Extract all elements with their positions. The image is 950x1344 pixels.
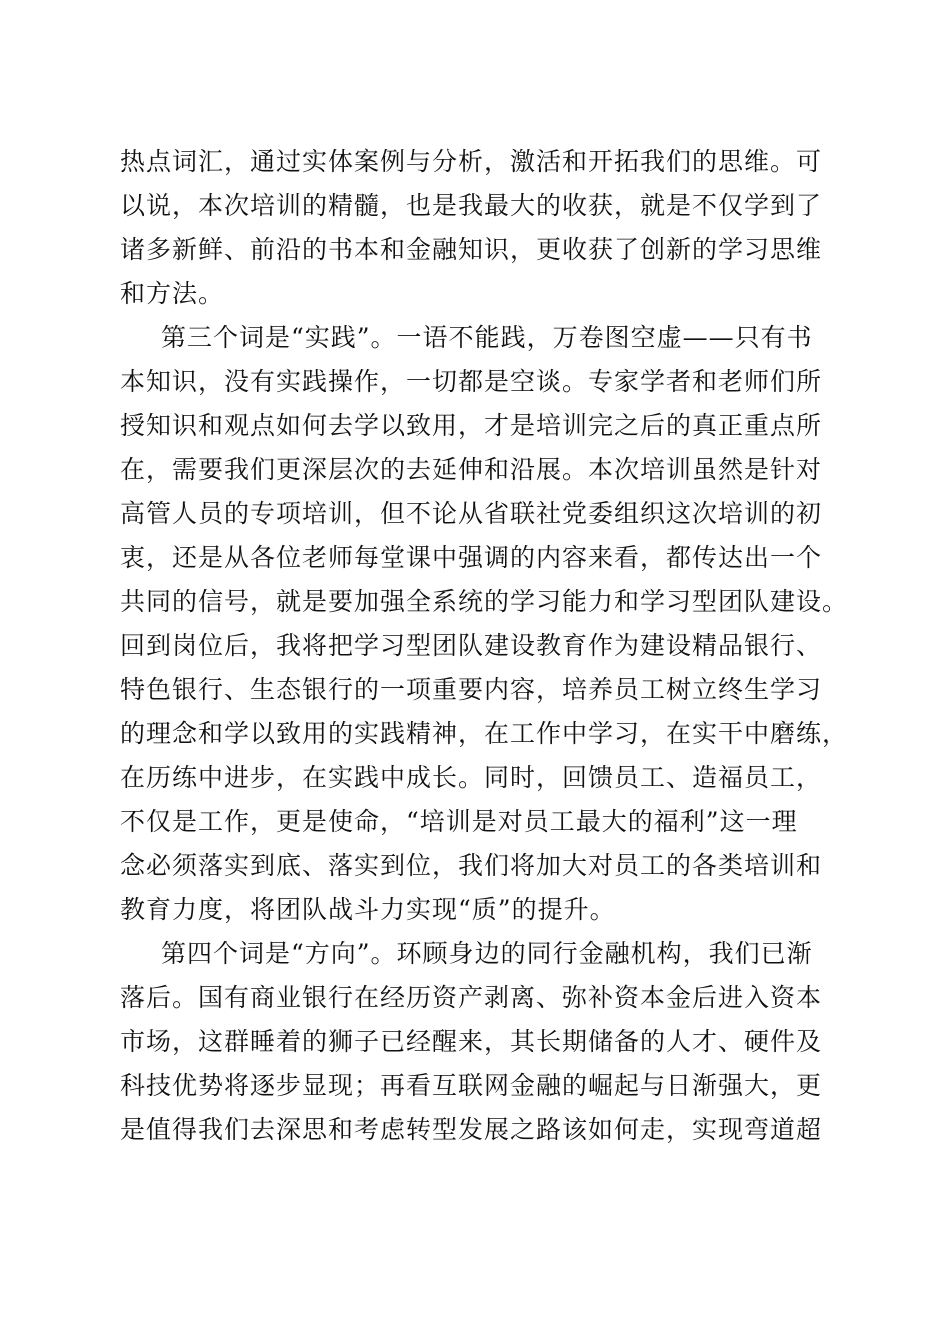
text-line: 回到岗位后，我将把学习型团队建设教育作为建设精品银行、 [120,631,823,660]
text-line: 衷，还是从各位老师每堂课中强调的内容来看，都传达出一个 [120,543,823,572]
text-line: 以说，本次培训的精髓，也是我最大的收获，就是不仅学到了 [120,191,823,220]
paragraph-start-line: 第三个词是“实践”。一语不能践，万卷图空虚——只有书 [161,323,813,352]
text-line: 的理念和学以致用的实践精神，在工作中学习，在实干中磨练， [120,719,849,748]
text-line: 在历练中进步，在实践中成长。同时，回馈员工、造福员工， [120,763,823,792]
text-line: 热点词汇，通过实体案例与分析，激活和开拓我们的思维。可 [120,147,823,176]
text-line: 特色银行、生态银行的一项重要内容，培养员工树立终生学习 [120,675,823,704]
text-line: 是值得我们去深思和考虑转型发展之路该如何走，实现弯道超 [120,1115,823,1144]
document-body [120,140,849,1152]
text-line: 和方法。 [120,279,225,308]
text-line: 在，需要我们更深层次的去延伸和沿展。本次培训虽然是针对 [120,455,823,484]
text-line: 科技优势将逐步显现；再看互联网金融的崛起与日渐强大，更 [120,1071,823,1100]
text-line: 共同的信号，就是要加强全系统的学习能力和学习型团队建设。 [120,587,849,616]
text-line: 高管人员的专项培训，但不论从省联社党委组织这次培训的初 [120,499,823,528]
text-line: 教育力度，将团队战斗力实现“质”的提升。 [120,895,616,924]
text-line: 落后。国有商业银行在经历资产剥离、弥补资本金后进入资本 [120,983,823,1012]
text-line: 市场，这群睡着的狮子已经醒来，其长期储备的人才、硬件及 [120,1027,823,1056]
text-line: 念必须落实到底、落实到位，我们将加大对员工的各类培训和 [120,851,823,880]
paragraph-start-line: 第四个词是“方向”。环顾身边的同行金融机构，我们已渐 [161,939,813,968]
text-line: 不仅是工作，更是使命，“培训是对员工最大的福利”这一理 [120,807,798,836]
text-line: 本知识，没有实践操作，一切都是空谈。专家学者和老师们所 [120,367,823,396]
text-line: 授知识和观点如何去学以致用，才是培训完之后的真正重点所 [120,411,823,440]
text-line: 诸多新鲜、前沿的书本和金融知识，更收获了创新的学习思维 [120,235,823,264]
